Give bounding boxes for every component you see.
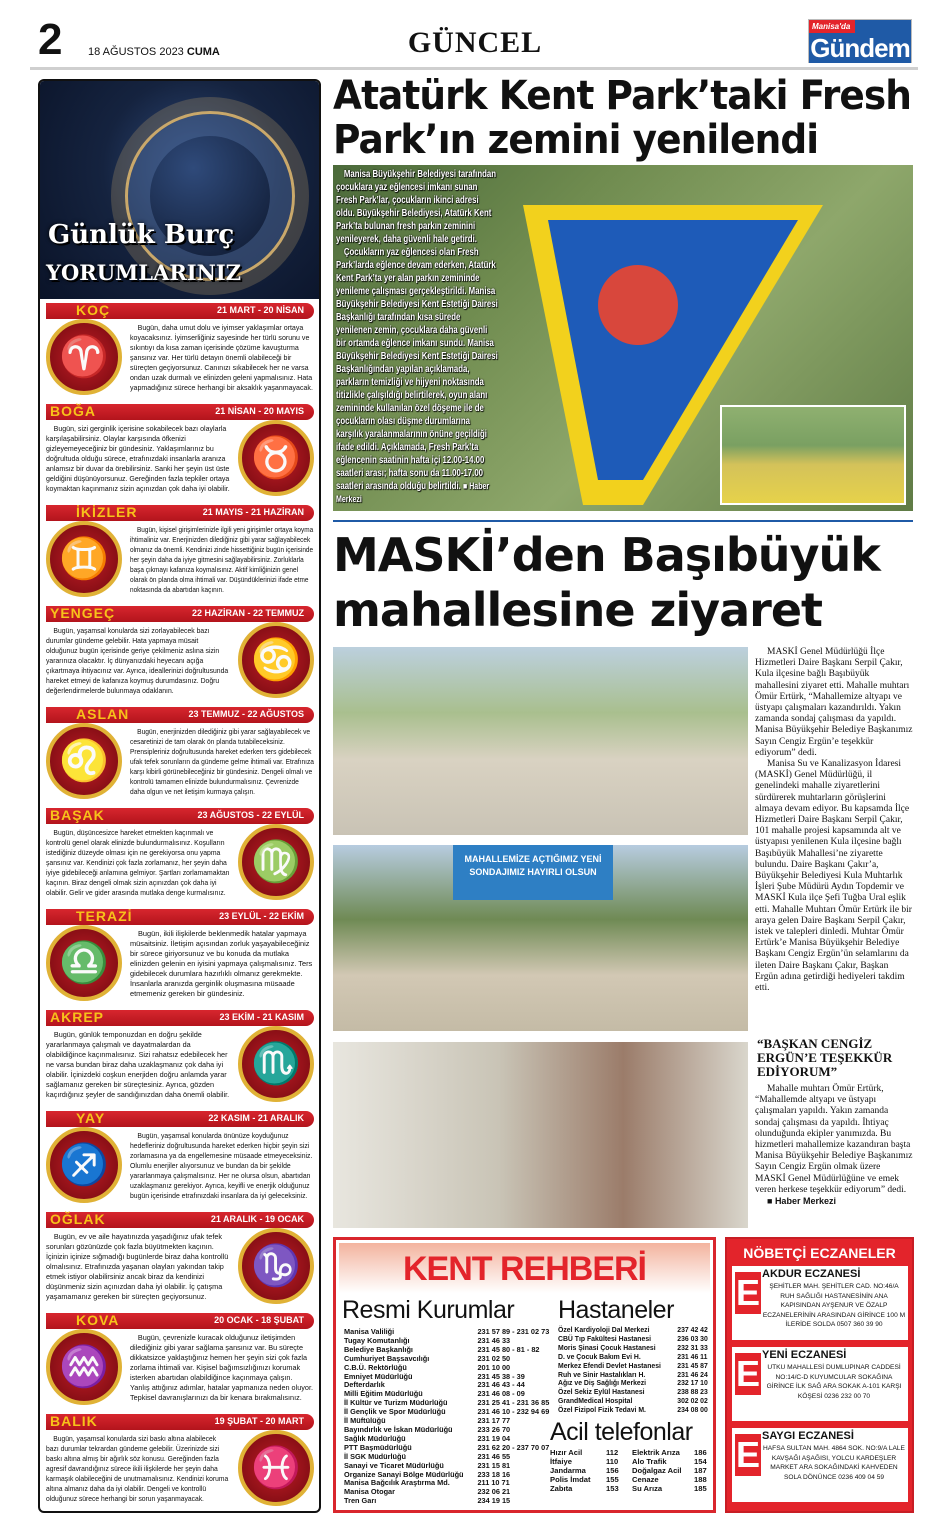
sign-dates: 23 AĞUSTOS - 22 EYLÜL	[197, 810, 304, 820]
sign-name: ASLAN	[76, 706, 130, 722]
service-name: İtfaiye	[550, 1456, 572, 1466]
horoscope-sign	[46, 907, 314, 1008]
phone-number: 231 46 24	[677, 1369, 708, 1379]
maski-photo-group	[333, 647, 748, 835]
hastaneler-list	[558, 1326, 708, 1415]
phone-number: 231 46 11	[677, 1351, 708, 1361]
phone-number: 231 45 38 - 39	[477, 1371, 525, 1381]
hospital-name: Özel Fizipol Fizik Tedavi M.	[558, 1405, 646, 1415]
phone-number: 237 42 42	[677, 1325, 708, 1334]
service-name: Su Arıza	[632, 1483, 663, 1493]
horoscope-sign	[46, 604, 314, 705]
sign-text: Bugün, yaşamsal konularda önünüze koyduğunuz hedefleriniz doğrultusunda hareket ederken hiçbir şeyin sizi zorlamasına ya da engellemesine müsaade etmeyeceksiniz. Olumlu enerjiler alıyorsunuz ve bundan da bir şekilde yararlanmaya çalışmalısınız. Her ne olursa olsun, abartıdan uzaklaşmanız gerekiyor. Ayrıca, keyifli ve enerjik olduğunuz bugün içerisinde etrafınızdaki insanlara da iyi geleceksiniz.	[130, 1131, 313, 1200]
pharmacy-name: AKDUR ECZANESİ	[762, 1268, 861, 1280]
pharmacy-name: SAYGI ECZANESİ	[762, 1430, 854, 1442]
institution-name: Defterdarlık	[344, 1380, 385, 1390]
institution-name: Emniyet Müdürlüğü	[344, 1371, 413, 1381]
park-paragraph	[336, 246, 498, 506]
institution-name: Organize Sanayi Bölge Müdürlüğü	[344, 1469, 464, 1479]
resmi-kurumlar-title: Resmi Kurumlar	[342, 1296, 515, 1324]
sign-name: YAY	[76, 1110, 106, 1126]
sign-dates: 23 EKİM - 21 KASIM	[219, 1012, 304, 1022]
institution-name: Manisa Otogar	[344, 1487, 396, 1497]
newspaper-logo	[808, 19, 912, 63]
sign-text: Bugün, enerjinizden dilediğiniz gibi yarar sağlayabilecek ve cesaretinizi de tam olarak ön planda tutabileceksiniz. Prensipleriniz doğrultusunda hareket ederken ters gidebilecek ufak tefek sorunların da gündeme gelme ihtimali var. Etrafınıza karşı kibirli görünebileceğiniz bir gündesiniz. Dengeli olmalı ve kontrolü tamamen elinizde bulundurmalısınız. Çevrenizde daha olgun ve net iletişim kurmaya çalışın.	[130, 727, 314, 796]
institution-name: Bayındırlık ve İskan Müdürlüğü	[344, 1424, 453, 1434]
service-number: 112	[606, 1448, 619, 1457]
sign-name: BALIK	[50, 1413, 98, 1429]
horoscope-sign	[46, 806, 314, 907]
horoscope-sign	[46, 301, 314, 402]
sign-dates: 22 HAZİRAN - 22 TEMMUZ	[191, 608, 304, 618]
hospital-name: Özel Sekiz Eylül Hastanesi	[558, 1387, 645, 1397]
nobetci-eczaneler-box	[725, 1237, 914, 1513]
service-name: Jandarma	[550, 1465, 586, 1475]
service-name: Polis İmdat	[550, 1474, 591, 1484]
kent-rehberi-title: KENT REHBERİ	[402, 1250, 647, 1288]
logo-small-text: Manisa'da	[809, 20, 855, 33]
park-paragraph-text: Çocukların yaz eğlencesi olan Fresh Park’larda eğlence devam ederken, Atatürk Kent Park’ta yer alan parkın zemininde yenileme çalışması gerçekleştirildi. Manisa Büyükşehir Belediyesi Kent Estetiği Dairesi Başkanlığı tarafından kısa sürede yenilenen zemin, çocuklara daha güvenli bir ortamda eğlence imkanı sundu. Manisa Büyükşehir Belediyesi Kent Estetiği Dairesi Başkanlığından yapılan açıklamada, parkların temizliği ve hijyeni noktasında titizlikle çalışıldığı belirtilerek, oyun alanı zemininde kullanılan özel döşeme ile de çocukların olası düşme durumlarına karşılık yaralanmalarının önüne geçildiği ifade edildi. Açıklamada, Fresh Park’ta eğlencenin saatinin hafta içi 12.00-14.00 saatleri arası; hafta sonu da 11.00-17.00 saatleri arasında olduğu belirtildi.	[336, 247, 498, 492]
institution-name: Manisa Valiliği	[344, 1327, 395, 1336]
sign-dates: 19 ŞUBAT - 20 MART	[214, 1416, 304, 1426]
park-headline: Atatürk Kent Park’taki Fresh Park’ın zemini yenilendi	[333, 73, 912, 163]
phone-number: 234 08 00	[677, 1405, 708, 1415]
phone-number: 231 45 87	[677, 1360, 708, 1370]
institution-name: Sanayi ve Ticaret Müdürlüğü	[344, 1460, 444, 1470]
sign-text: Bugün, ikili ilişkilerde beklenmedik hatalar yapmaya müsaitsiniz. İletişim açısından zorluk yaşayabileceğiniz bir sürece giriyorsunuz ve bu konuda da mutlaka elinizden gelenin en iyisini yapmaya çalışmalısınız. Ters gidebilecek durumlara hazırlıklı olmanız gerekmekte. İnsanlarla aranızda gerginlik oluşmasına müsaade etmemeniz gereken bir gündesiniz.	[130, 929, 313, 998]
institution-name: Milli Eğitim Müdürlüğü	[344, 1389, 423, 1399]
horoscope-sign	[46, 1210, 314, 1311]
institution-name: İl SGK Müdürlüğü	[344, 1451, 407, 1461]
pharmacy-e-icon: E	[735, 1272, 760, 1313]
phone-number: 232 17 10	[677, 1378, 708, 1388]
phone-number: 231 46 43 - 44	[477, 1380, 525, 1390]
zodiac-sign-icon: ♎	[46, 925, 122, 1001]
sign-dates: 23 TEMMUZ - 22 AĞUSTOS	[188, 709, 304, 719]
zodiac-sign-icon: ♒	[46, 1329, 122, 1405]
zodiac-sign-icon: ♓	[238, 1430, 314, 1506]
horoscope-banner-title: Günlük Burç	[48, 220, 235, 250]
institution-name: İl Kültür ve Turizm Müdürlüğü	[344, 1398, 448, 1408]
kent-rehberi-box	[333, 1237, 716, 1513]
service-number: 187	[694, 1465, 707, 1475]
pharmacy-card	[732, 1347, 908, 1421]
sign-name: KOVA	[76, 1312, 120, 1328]
maski-headline: MASKİ’den Başıbüyük mahallesine ziyaret	[333, 528, 880, 637]
service-name: Cenaze	[632, 1474, 659, 1484]
horoscope-sign	[46, 503, 314, 604]
sign-name: İKİZLER	[76, 504, 138, 520]
zodiac-sign-icon: ♑	[238, 1228, 314, 1304]
maski-photo-meeting	[333, 1042, 748, 1228]
hospital-name: CBÜ Tıp Fakültesi Hastanesi	[558, 1333, 652, 1343]
zodiac-sign-icon: ♐	[46, 1127, 122, 1203]
zodiac-wheel-icon	[125, 111, 295, 281]
phone-number: 233 18 16	[477, 1469, 511, 1479]
zodiac-sign-icon: ♊	[46, 521, 122, 597]
institution-name: Manisa Bağcılık Araştırma Md.	[344, 1478, 450, 1488]
institution-name: Cumhuriyet Başsavcılığı	[344, 1353, 430, 1363]
service-number: 154	[694, 1456, 707, 1466]
horoscope-sign	[46, 1412, 314, 1513]
horoscope-column	[38, 79, 321, 1513]
hospital-name: Özel Kardiyoloji Dal Merkezi	[558, 1325, 650, 1334]
service-name: Zabıta	[550, 1483, 573, 1493]
maski-article-body-2	[755, 1084, 913, 1207]
header-divider	[30, 67, 918, 70]
pharmacy-address: UTKU MAHALLESİ DUMLUPINAR CADDESİ NO:14/C-D KUYUMCULAR SOKAĞINA GİRİNCE İLK SAĞ ARA SOKAK A-101 KARŞI KÖŞESİ 0236 232 00 70	[766, 1364, 902, 1400]
sign-name: TERAZİ	[76, 908, 133, 924]
service-name: Elektrik Arıza	[632, 1448, 680, 1457]
emergency-row	[550, 1476, 707, 1485]
directory-row	[558, 1406, 708, 1415]
phone-number: 231 62 20 - 237 70 07	[477, 1442, 550, 1452]
service-name: Hızır Acil	[550, 1448, 583, 1457]
institution-name: Belediye Başkanlığı	[344, 1344, 413, 1354]
maski-article-body	[755, 647, 913, 994]
phone-number: 231 46 10 - 232 94 69	[477, 1407, 550, 1417]
horoscope-banner	[40, 81, 319, 299]
sign-text: Bugün, çevrenizle kuracak olduğunuz iletişimden dilediğiniz gibi yarar sağlama şansınız var. Bu süreçte dikkatsizce yaklaştığınız hemen her şeyin sizi çok fazla zorlama ihtimali var. Kişisel bağımsızlığınızı korumak isterken abartıdan olabildiğince kaçınmaya çalışın. Yanlış attığınız adımlar, hatalar yapmanıza neden oluyor. Tepkisel davranışlarınızı da bir kenara bırakmalısınız.	[130, 1333, 314, 1402]
service-number: 110	[606, 1456, 619, 1466]
service-number: 156	[606, 1465, 619, 1475]
section-title: GÜNCEL	[407, 26, 543, 59]
service-number: 155	[606, 1474, 619, 1484]
park-paragraph: Manisa Büyükşehir Belediyesi tarafından çocuklara yaz eğlencesi imkanı sunan Fresh Park’lar, çocukların ikinci adresi oldu. Büyükşehir Belediyesi, Atatürk Kent Park’ta bulunan fresh parkın zeminini yenileyerek, daha güvenli hale getirdi.	[336, 169, 497, 245]
pharmacy-card	[732, 1428, 908, 1502]
phone-number: 233 26 70	[477, 1424, 511, 1434]
acil-telefonlar-list	[550, 1449, 707, 1494]
page-number: 2	[38, 15, 63, 64]
emergency-row	[550, 1449, 707, 1458]
sign-text: Bugün, günlük temponuzdan en doğru şekilde yararlanmaya çalışmalı ve dayatmalardan da olabildiğince kaçınmalısınız. Sizi rahatsız edebilecek her ne varsa bundan biraz daha uzaklaşmanız çok daha iyi olabilir. İçinizdeki coşkun enerjiden doğru anlamda yarar sağlamanız gereken bir süreçtesiniz. Ayrıca, gözden kaçırdığınız şeyler de sandığınızdan daha önemli olabilir.	[46, 1030, 230, 1099]
acil-telefonlar-title: Acil telefonlar	[550, 1418, 693, 1446]
zodiac-sign-icon: ♋	[238, 622, 314, 698]
sign-text: Bugün, daha umut dolu ve iyimser yaklaşımlar ortaya koyacaksınız. İyimserliğiniz sayesinde her türlü sorunu ve sıkıntıyı da kısa zaman içerisinde çözüme kavuşturma şansınız var. Her türlü detayın önemli olabileceği bir süreçten geçiyorsunuz. Canınızı sıkabilecek her ne varsa ondan uzak durmalı ve elinizden geleni yapmalısınız. Hata yapmadığınız sürece herhangi bir aksaklık yaşanmayacak.	[130, 323, 313, 392]
sign-dates: 20 OCAK - 18 ŞUBAT	[214, 1315, 304, 1325]
zodiac-sign-icon: ♉	[238, 420, 314, 496]
sign-text: Bugün, düşüncesizce hareket etmekten kaçınmalı ve kontrolü genel olarak elinizde bulundurmalısınız. Koşulların istediğiniz düzeyde olması için ne gerekiyorsa onu yapma şansınız var. Kendinizi çok fazla zorlamanız, her şeyin daha iyiye gidebileceği anlamına gelmiyor. Şartları zorlamamaktan kaçının. Biraz dengeli olmak sizin açınızdan çok daha iyi olabilir. Gelir ve gider arasında mutlaka denge kurmalısınız.	[46, 828, 230, 897]
phone-number: 232 31 33	[677, 1342, 708, 1352]
phone-number: 231 17 77	[477, 1416, 511, 1426]
sign-dates: 21 NİSAN - 20 MAYIS	[215, 406, 304, 416]
park-article-body	[336, 168, 498, 506]
institution-name: Tugay Komutanlığı	[344, 1335, 410, 1345]
park-inset-photo	[720, 405, 906, 505]
pharmacy-name: YENİ ECZANESİ	[762, 1349, 847, 1361]
phone-number: 231 46 08 - 09	[477, 1389, 525, 1399]
hospital-name: Moris Şinasi Çocuk Hastanesi	[558, 1342, 656, 1352]
maski-paragraph: MASKİ Genel Müdürlüğü İlçe Hizmetleri Daire Başkanı Serpil Çakır, Kula ilçesine bağlı Başıbüyük mahallesini ziyaret etti. Mahalle muhtarı Ömür Ertürk, “Mahallemize altyapı ve üstyapı çalışmaları kazandırıldı. Yakın zamanda sondaj çalışması da yapıldı. Manisa Büyükşehir Belediye Başkanımız Sayın Cengiz Ergün’e teşekkür ediyorum” dedi.	[755, 647, 913, 758]
phone-number: 236 03 30	[677, 1333, 708, 1343]
service-number: 153	[606, 1483, 619, 1493]
byline: ■ Haber Merkezi	[336, 481, 489, 504]
horoscope-banner-subtitle: YORUMLARINIZ	[46, 260, 241, 285]
institution-name: İl Müftülüğü	[344, 1416, 386, 1426]
pharmacy-card	[732, 1266, 908, 1340]
pharmacy-address: ŞEHİTLER MAH. ŞEHİTLER CAD. NO:46/A RUH SAĞLIĞI HASTANESİNİN ANA KAPISINDAN AYŞENUR VE ÖZALP ECZANELERİNİN ARASINDAN GİRİNCE 100 M İLERİDE SOLDA 0507 360 39 90	[762, 1283, 906, 1329]
institution-name: Tren Garı	[344, 1496, 377, 1506]
phone-number: 201 10 00	[477, 1362, 511, 1372]
sign-text: Bugün, sizi gerginlik içerisine sokabilecek bazı olaylarla karşılaşabilirsiniz. Olaylar karşısında öfkenizi gizleyemeyeceğiniz bir gündesiniz. Yaklaşımlarınız bu doğrultuda olduğu sürece, etrafınızdaki insanlarla aranıza anlamsız bir duvar da örebilirsiniz. Sanki her şeyin üst üste geldiğini düşünüyorsunuz. Gereğinden fazla tepkiler ortaya koymaktan kaçınmanız sizin açınızdan çok daha iyi olabilir.	[46, 424, 230, 493]
phone-number: 302 02 02	[677, 1396, 708, 1406]
emergency-row	[550, 1485, 707, 1494]
sign-dates: 21 MAYIS - 21 HAZİRAN	[202, 507, 304, 517]
sign-text: Bugün, ev ve aile hayatınızda yaşadığınız ufak tefek sorunları gözünüzde çok fazla büyütmekten kaçının. İçinizin içinize sığmadığı bugünlerde biraz daha kontrollü olmalısınız. Etrafınızda yaşanan olayları yakından takip etmek istiyor olabilirsiniz ancak biraz da kendinizi düşünmeniz sizin açınızdan daha iyi olabilir. İç çatışma yaşamamanız gereken bir süreçten geçiyorsunuz.	[46, 1232, 229, 1301]
phone-number: 231 45 80 - 81 - 82	[477, 1344, 540, 1354]
phone-number: 231 19 04	[477, 1433, 511, 1443]
day-text: CUMA	[186, 46, 220, 58]
sign-name: YENGEÇ	[50, 605, 116, 621]
byline: ■ Haber Merkezi	[755, 1196, 913, 1207]
service-number: 185	[694, 1483, 707, 1493]
phone-number: 231 57 89 - 231 02 73	[477, 1327, 550, 1336]
sign-name: AKREP	[50, 1009, 105, 1025]
phone-number: 231 02 50	[477, 1353, 511, 1363]
sign-text: Bugün, yaşamsal konularda sizi baskı altına alabilecek bazı durumlar tekrardan gündeme gelebilir. Üzerinizde sizi baskı altına almış bir ağırlık söz konusu. Gereğinden fazla agresif davrandığınız sürece ikili ilişkilerde her şeyin daha karmaşık olabileceğini de unutmamalısınız. Kendinizi koruma altına almanız daha da iyi olabilir. Dengeli ve kontrollü olduğunuz sürece herhangi bir sorun yaşanmayacak.	[46, 1434, 229, 1503]
sign-dates: 22 KASIM - 21 ARALIK	[208, 1113, 304, 1123]
hospital-name: GrandMedical Hospital	[558, 1396, 633, 1406]
phone-number: 234 19 15	[477, 1496, 511, 1506]
zodiac-sign-icon: ♏	[238, 1026, 314, 1102]
article-divider	[333, 520, 913, 522]
institution-name: Sağlık Müdürlüğü	[344, 1433, 406, 1443]
pharmacy-address: HAFSA SULTAN MAH. 4864 SOK. NO:9/A LALE KAVŞAĞI AŞAĞISI, YOLCU KARDEŞLER MARKET ARA SOKAĞINDAKİ KAHVEDEN SOLA DÖNÜNCE 0236 409 04 59	[763, 1445, 905, 1481]
sign-dates: 23 EYLÜL - 22 EKİM	[219, 911, 304, 921]
eczaneler-title: NÖBETÇİ ECZANELER	[743, 1245, 896, 1261]
hospital-name: Ruh ve Sinir Hastalıkları H.	[558, 1369, 646, 1379]
sign-dates: 21 MART - 20 NİSAN	[216, 305, 304, 315]
horoscope-sign	[46, 1109, 314, 1210]
sign-text: Bugün, kişisel girişimlerinizle ilgili yeni girişimler ortaya koyma ihtimaliniz var. Enerjinizden dilediğiniz gibi yarar sağlayabilecek olmanız da önemli. Kendinizi zinde hissettiğiniz bugün içerisinde her şeyin daha da iyiye gitmesini sağlayabilirsiniz. Zorluklarla başa çıkmayı kafanıza koymalısınız. Aktif kimliğinizin genel olarak ön planda olma ihtimali var. Düşündüklerinizi ifade etme noktasında da abartıdan kaçının.	[130, 525, 314, 594]
maski-paragraph: Manisa Su ve Kanalizasyon İdaresi (MASKİ) Genel Müdürlüğü, il genelindeki mahalle ziyaretlerini sürdürerek muhtarların görüşlerini almaya devam ediyor. Bu kapsamda İlçe Hizmetleri Daire Başkanı Serpil Çakır, 101 mahalle projesi kapsamında alt ve üstyapısı yenilenen Kula ilçesine bağlı Başıbüyük Mahallesi’ne ziyarette bulundu. Daire Başkanı Çakır’a, Büyükşehir Belediyesi Kula Muhtarlık İşleri Şube Müdürü Aydın Topdemir ve MASKİ Kula ilçe Şefi Tuğba Ural eşlik etti. Mahalle Muhtarı Ömür Ertürk ile bir araya gelen Daire Başkanı Serpil Çakır, istek ve talepleri dinledi. Muhtar Ömür Ertürk’e Manisa Büyükşehir Belediye Başkanı Cengiz Ergün’ün selamlarını da ileten Daire Başkanı Çakır, Başkan Ergün adına getirdiği hediyeleri takdim etti.	[755, 759, 912, 994]
zodiac-sign-icon: ♌	[46, 723, 122, 799]
sign-dates: 21 ARALIK - 19 OCAK	[210, 1214, 304, 1224]
hospital-name: Merkez Efendi Devlet Hastanesi	[558, 1360, 661, 1370]
zodiac-sign-icon: ♍	[238, 824, 314, 900]
institution-name: İl Gençlik ve Spor Müdürlüğü	[344, 1407, 446, 1417]
service-name: Alo Trafik	[632, 1456, 667, 1466]
photo-banner-text: MAHALLEMİZE AÇTIĞIMIZ YENİ SONDAJIMIZ HAYIRLI OLSUN	[453, 845, 613, 900]
hospital-name: D. ve Çocuk Bakım Evi H.	[558, 1351, 641, 1361]
phone-number: 231 46 55	[477, 1451, 511, 1461]
service-name: Doğalgaz Acil	[632, 1465, 682, 1475]
phone-number: 232 06 21	[477, 1487, 511, 1497]
date-text: 18 AĞUSTOS 2023	[88, 46, 184, 58]
phone-number: 231 46 33	[477, 1335, 511, 1345]
pharmacy-e-icon: E	[735, 1434, 760, 1475]
maski-photo-banner	[333, 845, 748, 1031]
zodiac-sign-icon: ♈	[46, 319, 122, 395]
pharmacy-e-icon: E	[735, 1353, 760, 1394]
hospital-name: Ağız ve Diş Sağlığı Merkezi	[558, 1378, 647, 1388]
phone-number: 238 88 23	[677, 1387, 708, 1397]
sign-name: BOĞA	[50, 403, 96, 419]
resmi-kurumlar-list	[344, 1328, 549, 1506]
horoscope-sign	[46, 705, 314, 806]
service-number: 186	[694, 1448, 707, 1457]
sign-name: OĞLAK	[50, 1211, 106, 1227]
maski-subheading: “BAŞKAN CENGİZ ERGÜN’E TEŞEKKÜR EDİYORUM”	[757, 1036, 893, 1079]
phone-number: 231 15 81	[477, 1460, 511, 1470]
maski-paragraph: Mahalle muhtarı Ömür Ertürk, “Mahallemde altyapı ve üstyapı çalışmaları yapıldı. Yakın zamanda sondaj çalışması da yapıldı. İhtiyaç olunduğunda ekipler yanımızda. Bu hizmetleri mahallemize kazandıran başta Manisa Büyükşehir Belediye Başkanımız Sayın Cengiz Ergün olmak üzere MASKİ Genel Müdürlüğüne ve emek veren herkese teşekkür ediyorum” dedi.	[755, 1084, 913, 1195]
phone-number: 211 10 71	[477, 1478, 510, 1488]
horoscope-sign	[46, 1008, 314, 1109]
horoscope-sign	[46, 402, 314, 503]
phone-number: 231 25 41 - 231 36 85	[477, 1398, 550, 1408]
directory-row	[344, 1497, 549, 1506]
sign-name: BAŞAK	[50, 807, 105, 823]
horoscope-sign	[46, 1311, 314, 1412]
institution-name: PTT Başmüdürlüğü	[344, 1442, 412, 1452]
sign-text: Bugün, yaşamsal konularda sizi zorlayabilecek bazı durumlar gündeme gelebilir. Hata yapmaya müsait olduğunuz bugün içerisinde geriye çekilmeniz aslına sizin yararınıza olacaktır. İç dünyanızdaki heyecanı açığa çıkartmaya ihtiyacınız var. Ayrıca, ideallerinizi doğrultusunda hareket etmeyi de kafanıza koymuş durumdasınız. Doğru değerlendirmelerde bulunmaya odaklanın.	[46, 626, 229, 695]
hastaneler-title: Hastaneler	[558, 1296, 674, 1324]
sign-name: KOÇ	[76, 302, 111, 318]
institution-name: C.B.Ü. Rektörlüğü	[344, 1362, 407, 1372]
service-number: 188	[694, 1474, 707, 1484]
logo-main-text: Gündem	[810, 33, 910, 63]
